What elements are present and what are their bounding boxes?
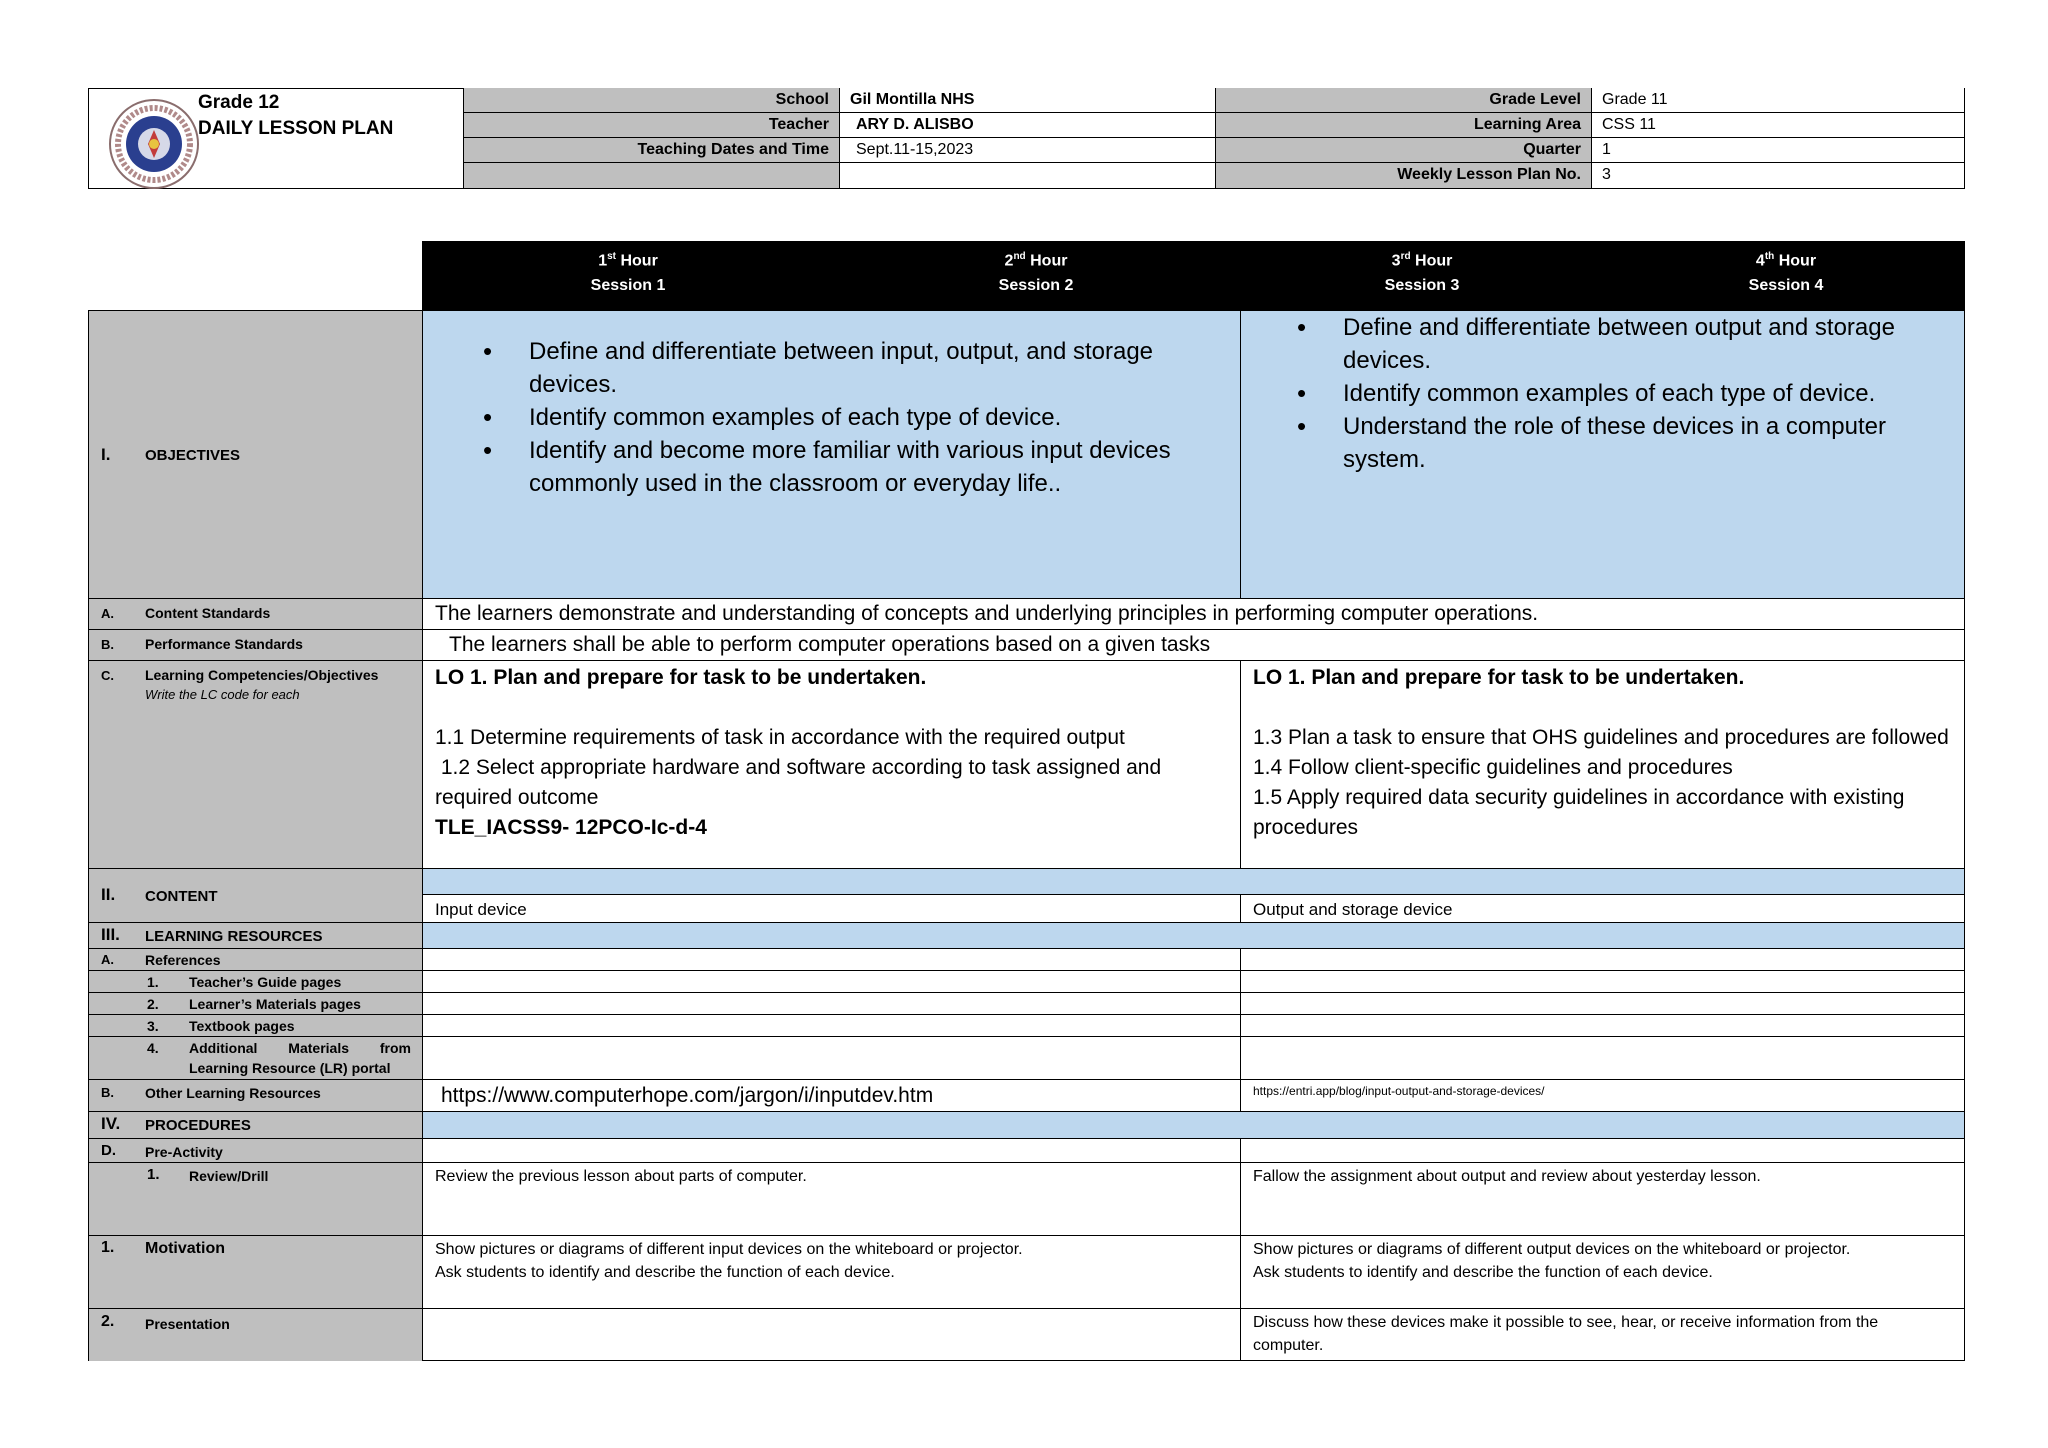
content-blue-band (422, 868, 1965, 894)
competency-line: 1.4 Follow client-specific guidelines and procedures (1253, 756, 1733, 779)
school-label: School (464, 88, 840, 113)
references-label-cell: A. References (88, 948, 422, 970)
session-1-header: 1st Hour Session 1 (590, 251, 666, 295)
content-standards-label-cell: A. Content Standards (88, 598, 422, 629)
teacher-label: Teacher (464, 113, 840, 138)
teachers-guide-label-cell: 1. Teacher’s Guide pages (88, 970, 422, 992)
textbook-label-cell: 3. Textbook pages (88, 1014, 422, 1036)
content-left: Input device (422, 894, 1240, 922)
grade-title: Grade 12 (198, 92, 280, 113)
dates-label: Teaching Dates and Time (464, 138, 840, 163)
performance-standards-label: Performance Standards (145, 636, 303, 652)
textbook-right-cell (1240, 1014, 1965, 1036)
session-4-header: 4th Hour Session 4 (1748, 251, 1824, 295)
session-2-header: 2nd Hour Session 2 (998, 251, 1074, 295)
objectives-left-cell (422, 310, 1240, 598)
other-resource-link-left[interactable]: https://www.computerhope.com/jargon/i/inputdev.htm (422, 1079, 1240, 1111)
review-drill-right: Fallow the assignment about output and review about yesterday lesson. (1240, 1162, 1965, 1235)
grade-level-value: Grade 11 (1592, 88, 1965, 113)
competency-code: TLE_IACSS9- 12PCO-Ic-d-4 (435, 816, 707, 839)
performance-standards-label-cell: B. Performance Standards (88, 629, 422, 660)
procedures-blue-band (422, 1111, 1965, 1138)
learning-area-label: Learning Area (1216, 113, 1592, 138)
competency-heading: LO 1. Plan and prepare for task to be undertaken. (435, 666, 927, 689)
references-right-cell (1240, 948, 1965, 970)
competencies-label: Learning Competencies/Objectives (145, 667, 379, 683)
pre-activity-left-cell (422, 1138, 1240, 1162)
content-standards-text: The learners demonstrate and understanding of concepts and underlying principles in performing computer operations. (422, 598, 1965, 629)
competencies-right-cell (1240, 660, 1965, 868)
objectives-label: OBJECTIVES (145, 447, 241, 464)
blank-value-cell (840, 163, 1216, 188)
competency-line: 1.2 Select appropriate hardware and software according to task assigned and required outcome (435, 756, 1167, 809)
learners-materials-right-cell (1240, 992, 1965, 1014)
content-standards-label: Content Standards (145, 605, 271, 621)
deped-seal-icon (108, 98, 200, 190)
quarter-label: Quarter (1216, 138, 1592, 163)
competency-line: 1.3 Plan a task to ensure that OHS guidelines and procedures are followed (1253, 726, 1949, 749)
school-value: Gil Montilla NHS (840, 88, 1216, 113)
other-resources-label-cell: B. Other Learning Resources (88, 1079, 422, 1111)
presentation-right: Discuss how these devices make it possible to see, hear, or receive information from the computer. (1240, 1308, 1965, 1361)
resources-blue-band (422, 922, 1965, 948)
objectives-right-list (1297, 311, 1924, 476)
teachers-guide-right-cell (1240, 970, 1965, 992)
blank-label-cell (464, 163, 840, 188)
motivation-line: Show pictures or diagrams of different output devices on the whiteboard or projector. (1253, 1241, 1851, 1258)
competencies-label-cell: C. Learning Competencies/Objectives Write the LC code for each (88, 660, 422, 868)
weekly-plan-label: Weekly Lesson Plan No. (1216, 163, 1592, 188)
weekly-plan-value: 3 (1592, 163, 1965, 188)
plan-title: DAILY LESSON PLAN (198, 118, 394, 139)
resources-label: LEARNING RESOURCES (145, 928, 323, 945)
competency-heading: LO 1. Plan and prepare for task to be undertaken. (1253, 666, 1745, 689)
resources-label-cell: III. LEARNING RESOURCES (88, 922, 422, 948)
motivation-line: Ask students to identify and describe the function of each device. (1253, 1264, 1713, 1281)
performance-standards-text: The learners shall be able to perform computer operations based on a given tasks (422, 629, 1965, 660)
teachers-guide-left-cell (422, 970, 1240, 992)
review-drill-left: Review the previous lesson about parts of computer. (422, 1162, 1240, 1235)
competencies-sublabel: Write the LC code for each (145, 687, 300, 702)
motivation-line: Show pictures or diagrams of different input devices on the whiteboard or projector. (435, 1241, 1023, 1258)
procedures-label: PROCEDURES (145, 1117, 251, 1134)
textbook-left-cell (422, 1014, 1240, 1036)
objective-item: • Identify common examples of each type of device. (483, 401, 1210, 434)
presentation-label-cell: 2. Presentation (88, 1308, 422, 1361)
teacher-value: ARY D. ALISBO (840, 113, 1216, 138)
motivation-right-cell (1240, 1235, 1965, 1308)
quarter-value: 1 (1592, 138, 1965, 163)
motivation-line: Ask students to identify and describe the function of each device. (435, 1264, 895, 1281)
additional-materials-left-cell (422, 1036, 1240, 1079)
procedures-label-cell: IV. PROCEDURES (88, 1111, 422, 1138)
dates-value: Sept.11-15,2023 (840, 138, 1216, 163)
pre-activity-label-cell: D. Pre-Activity (88, 1138, 422, 1162)
content-label: CONTENT (145, 888, 218, 905)
learners-materials-left-cell (422, 992, 1240, 1014)
competency-line: 1.1 Determine requirements of task in accordance with the required output (435, 726, 1125, 749)
learning-area-value: CSS 11 (1592, 113, 1965, 138)
objective-item: • Identify and become more familiar with various input devices commonly used in the classroom or everyday life.. (483, 434, 1210, 500)
pre-activity-right-cell (1240, 1138, 1965, 1162)
objective-item: • Understand the role of these devices in a computer system. (1297, 410, 1924, 476)
motivation-label-cell: 1. Motivation (88, 1235, 422, 1308)
competencies-left-cell (422, 660, 1240, 868)
objectives-label-cell: I. OBJECTIVES (88, 310, 422, 598)
additional-materials-right-cell (1240, 1036, 1965, 1079)
review-drill-label-cell: 1. Review/Drill (88, 1162, 422, 1235)
grade-level-label: Grade Level (1216, 88, 1592, 113)
content-label-cell: II. CONTENT (88, 868, 422, 922)
other-resource-link-right[interactable]: https://entri.app/blog/input-output-and-storage-devices/ (1240, 1079, 1965, 1111)
content-right: Output and storage device (1240, 894, 1965, 922)
objective-item: • Define and differentiate between output and storage devices. (1297, 311, 1924, 377)
references-left-cell (422, 948, 1240, 970)
competency-line: 1.5 Apply required data security guidelines in accordance with existing procedures (1253, 786, 1905, 839)
motivation-left-cell (422, 1235, 1240, 1308)
objective-item: • Define and differentiate between input, output, and storage devices. (483, 335, 1210, 401)
session-3-header: 3rd Hour Session 3 (1384, 251, 1460, 295)
additional-materials-label-cell: 4. Additional Materials from Learning Resource (LR) portal (88, 1036, 422, 1079)
presentation-left-cell (422, 1308, 1240, 1361)
objectives-right-cell (1240, 310, 1965, 598)
learners-materials-label-cell: 2. Learner’s Materials pages (88, 992, 422, 1014)
objectives-left-list (483, 335, 1210, 500)
objective-item: • Identify common examples of each type of device. (1297, 377, 1924, 410)
